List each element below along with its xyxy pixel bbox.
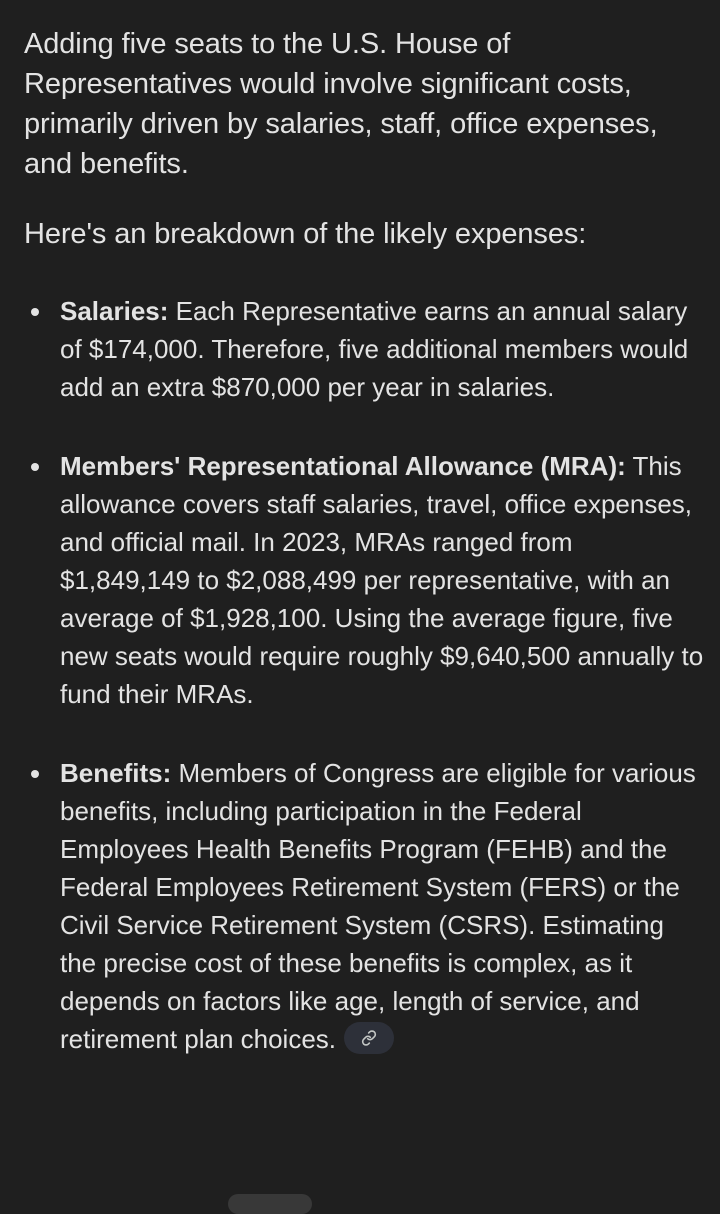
bullet-term: Salaries:: [60, 296, 169, 326]
bullet-text: Members of Congress are eligible for various benefits, including participation in the Federal Employees Health Benefits Program (FEHB) and the Federal Employees Retirement System (FERS) or the Civil Service Retirement System (CSRS). Estimating the precise cost of these benefits is complex, as it depends on factors like age, length of service, and retirement plan choices.: [60, 758, 696, 1054]
bullet-text: Each Representative earns an annual salary of $174,000. Therefore, five additional members would add an extra $870,000 per year in salaries.: [60, 296, 689, 402]
list-item-mra: [24, 447, 704, 713]
response-content: [24, 24, 704, 1099]
intro-paragraph: Adding five seats to the U.S. House of Representatives would involve significant costs, primarily driven by salaries, staff, office expenses, and benefits.: [24, 28, 658, 180]
bullet-text: This allowance covers staff salaries, travel, office expenses, and official mail. In 2023, MRAs ranged from $1,849,149 to $2,088,499 per representative, with an average of $1,928,100. Using the average figure, five new seats would require roughly $9,640,500 annually to fund their MRAs.: [60, 451, 704, 709]
bottom-pill: [228, 1194, 312, 1214]
bullet-term: Members' Representational Allowance (MRA):: [60, 451, 626, 481]
list-item-benefits: [24, 754, 704, 1058]
lead-in-text: Here's an breakdown of the likely expenses:: [24, 218, 587, 250]
link-icon: [361, 1030, 377, 1046]
bullet-term: Benefits:: [60, 758, 172, 788]
source-link-button[interactable]: [344, 1022, 394, 1054]
expense-list: [24, 292, 704, 1058]
list-item-salaries: [24, 292, 704, 406]
